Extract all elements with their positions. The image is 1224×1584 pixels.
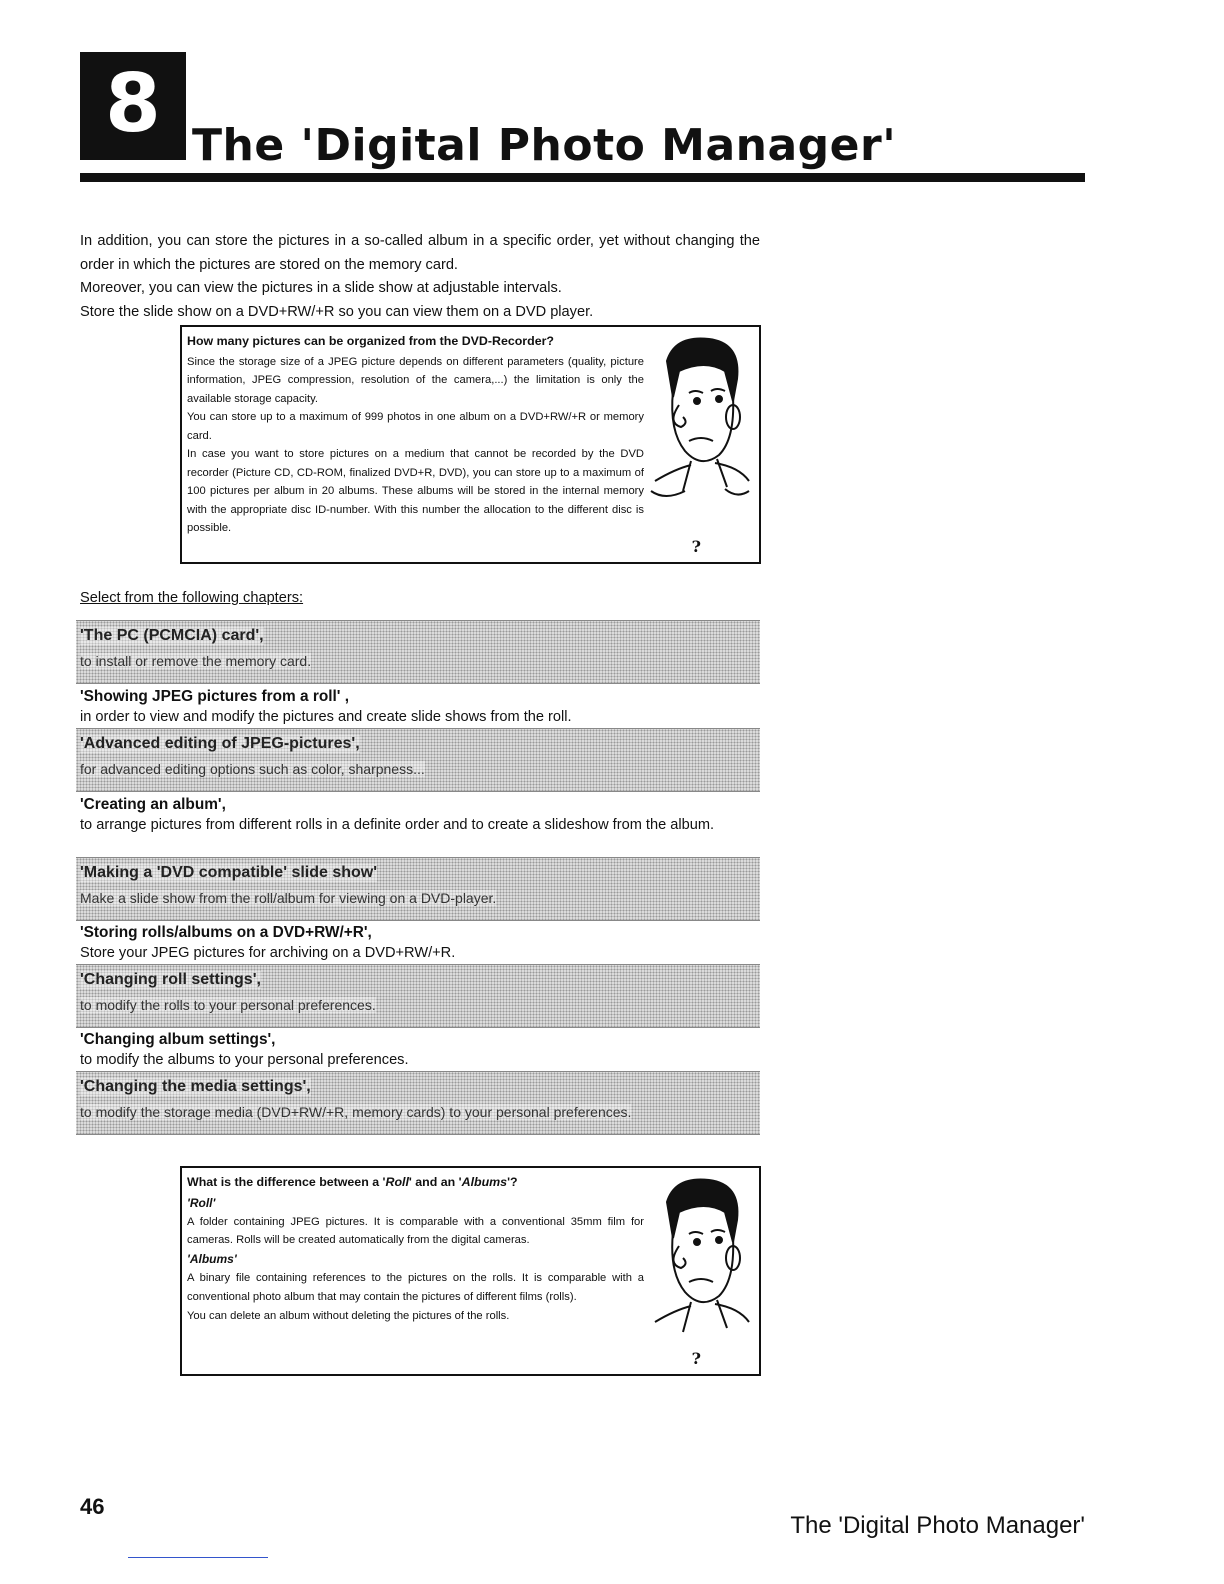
chapter-item-title: 'Storing rolls/albums on a DVD+RW/+R', — [80, 924, 372, 941]
chapter-item-desc: to arrange pictures from different rolls in a definite order and to create a slideshow from the album. — [80, 817, 715, 833]
chapter-link-desc: to modify the rolls to your personal preferences. — [80, 997, 376, 1013]
chapter-item-title: 'Creating an album', — [80, 796, 226, 813]
chapter-link-roll-settings[interactable] — [76, 964, 760, 1028]
intro-paragraph: Store the slide show on a DVD+RW/+R so you can view them on a DVD player. — [80, 303, 594, 320]
tip-box-heading: How many pictures can be organized from the DVD-Recorder? — [187, 334, 554, 348]
chapter-link-title: 'Changing roll settings', — [80, 971, 261, 988]
chapter-number-badge: 8 — [80, 52, 186, 160]
chapter-item-storing-rolls — [80, 922, 760, 964]
albums-note: You can delete an album without deleting the pictures of the rolls. — [187, 1309, 510, 1322]
albums-label: 'Albums' — [187, 1252, 237, 1267]
intro-paragraph: In addition, you can store the pictures in a so-called album in a specific order, yet without changing the order in which the pictures are stored on the memory card. — [80, 233, 760, 273]
select-chapters-label: Select from the following chapters: — [80, 590, 304, 606]
roll-label: 'Roll' — [187, 1195, 216, 1210]
chapter-item-showing-jpeg — [80, 686, 760, 728]
intro-paragraph: Moreover, you can view the pictures in a slide show at adjustable intervals. — [80, 280, 562, 296]
intro-text — [80, 230, 760, 324]
chapter-link-dvd-slideshow[interactable] — [76, 857, 760, 921]
chapter-link-desc: to modify the storage media (DVD+RW/+R, memory cards) to your personal preferences. — [80, 1104, 632, 1120]
chapter-item-desc: in order to view and modify the pictures and create slide shows from the roll. — [80, 709, 572, 725]
question-mark-icon: ? — [691, 1349, 701, 1368]
chapter-link-title: 'Advanced editing of JPEG-pictures', — [80, 735, 360, 752]
chapter-link-title: 'Changing the media settings', — [80, 1078, 311, 1095]
tip-paragraph: In case you want to store pictures on a medium that cannot be recorded by the DVD recorder (Picture CD, CD-ROM, finalized DVD+R, DVD), you can store up to a maximum of 100 pictures per album in 20 albums. These albums will be stored in the internal memory with the appropriate disc ID-number. With this number the allocation to the different disc is possible. — [187, 448, 644, 534]
chapter-link-title: 'The PC (PCMCIA) card', — [80, 627, 264, 644]
tip-paragraph: You can store up to a maximum of 999 photos in one album on a DVD+RW/+R or memory card. — [187, 411, 644, 442]
chapter-title: The 'Digital Photo Manager' — [192, 120, 897, 171]
chapter-link-pc-card[interactable] — [76, 620, 760, 684]
roll-definition: A folder containing JPEG pictures. It is comparable with a conventional 35mm film for cameras. Rolls will be created automatically from the digital cameras. — [187, 1215, 644, 1247]
tip-box-picture-limits — [180, 325, 761, 564]
cartoon-face-icon — [645, 331, 753, 507]
chapter-item-desc: Store your JPEG pictures for archiving on a DVD+RW/+R. — [80, 945, 456, 961]
tip-box-text — [187, 1173, 644, 1325]
chapter-link-media-settings[interactable] — [76, 1071, 760, 1135]
chapter-link-desc: Make a slide show from the roll/album for viewing on a DVD-player. — [80, 890, 497, 906]
albums-definition: A binary file containing references to the pictures on the rolls. It is comparable with a conventional photo album that may contain the pictures of different films (rolls). — [187, 1271, 644, 1303]
chapter-item-album-settings — [80, 1029, 760, 1071]
chapter-link-title: 'Making a 'DVD compatible' slide show' — [80, 864, 378, 881]
tip-box-text — [187, 332, 644, 538]
chapter-item-creating-album — [80, 794, 760, 836]
chapter-link-desc: to install or remove the memory card. — [80, 653, 312, 669]
tip-box-heading: What is the difference between a 'Roll' and an 'Albums'? — [187, 1175, 518, 1189]
chapter-item-desc: to modify the albums to your personal preferences. — [80, 1052, 409, 1068]
chapter-link-advanced-editing[interactable] — [76, 728, 760, 792]
question-mark-icon: ? — [691, 537, 701, 556]
cartoon-face-icon — [645, 1172, 753, 1348]
chapter-item-title: 'Showing JPEG pictures from a roll' , — [80, 688, 350, 705]
page-number: 46 — [80, 1494, 105, 1519]
chapter-item-title: 'Changing album settings', — [80, 1031, 276, 1048]
chapter-link-desc: for advanced editing options such as color, sharpness... — [80, 761, 425, 777]
footer-title: The 'Digital Photo Manager' — [790, 1512, 1085, 1539]
title-rule — [80, 173, 1085, 182]
footer-divider — [128, 1557, 268, 1558]
tip-box-roll-vs-albums — [180, 1166, 761, 1376]
tip-paragraph: Since the storage size of a JPEG picture depends on different parameters (quality, picture information, JPEG compression, resolution of the camera,...) the limitation is only the available storage capacity. — [187, 355, 644, 405]
